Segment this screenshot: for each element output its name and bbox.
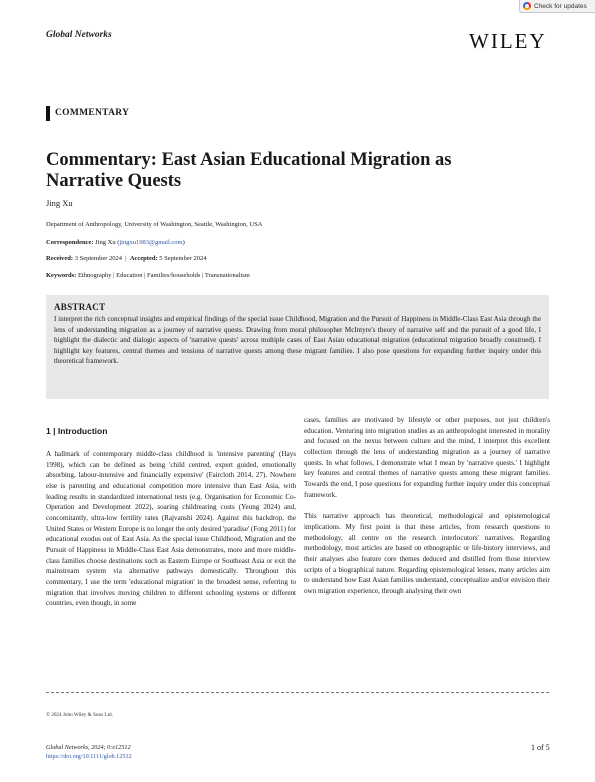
paragraph-intro-2: cases, families are motivated by lifestyle or other purposes, not just children's education. Venturing into migration studies as an anthropologist interested in morality and focused on the nexus between culture and the mind, I interpret this excellent collection through the lens of understanding migration as a journey of narrative quests. In what follows, I demonstrate what I mean by 'narrative quests.' I highlight key features and central themes of narrative quests among these migrant families. Towards the end, I pose questions for expanding further inquiry under this conceptual framework. bbox=[304, 416, 550, 499]
journal-name: Global Networks bbox=[46, 30, 112, 40]
correspondence-close: ) bbox=[182, 239, 185, 246]
publisher-logo: WILEY bbox=[469, 29, 547, 53]
body-column-left bbox=[46, 449, 296, 609]
crossmark-icon bbox=[523, 2, 531, 10]
correspondence-label: Correspondence: bbox=[46, 239, 94, 246]
doi-link[interactable]: https://doi.org/10.1111/glob.12512 bbox=[46, 753, 132, 760]
received-label: Received: bbox=[46, 255, 74, 262]
body-column-right bbox=[304, 415, 550, 597]
paragraph-intro-3: This narrative approach has theoretical, methodological and epistemological implications. My first point is that these articles, from research questions to methodology, all centre on the research interlocutors' narratives. Regarding methodology, most articles are based on ethnographic or life-history interviews, and their analyses also feature core themes deduced and distilled from those interview scripts of a biographical nature. Regarding epistemological lenses, many articles aim to understand how East Asian families understand, conceptualize and/or envision their own migration experience, through analysing their own bbox=[304, 512, 550, 595]
abstract-heading: ABSTRACT bbox=[54, 302, 106, 312]
keywords-line bbox=[46, 272, 250, 279]
footer-divider bbox=[46, 692, 549, 693]
author-affiliation: Department of Anthropology, University of Washington, Seattle, Washington, USA bbox=[46, 221, 263, 228]
article-title: Commentary: East Asian Educational Migration as Narrative Quests bbox=[46, 150, 452, 191]
article-section-type: COMMENTARY bbox=[55, 108, 130, 118]
check-for-updates-label: Check for updates bbox=[534, 2, 587, 10]
dates-separator: | bbox=[123, 255, 129, 262]
copyright-notice: © 2024 John Wiley & Sons Ltd. bbox=[46, 712, 113, 718]
received-date: 3 September 2024 bbox=[74, 255, 122, 262]
abstract-text: I interpret the rich conceptual insights and empirical findings of the special issue Childhood, Migration and the Pursuit of Happiness in Middle-Class East Asia through the lens of understanding migration as a journey of narrative quests. Drawing from moral philosopher McIntyre's theory of narrative self and the pursuit of a good life, I highlight the dialectic and dialogic aspects of 'narrative quests' across multiple cases of East Asian educational migration (educational migration broadly construed). I highlight key features, central themes and tensions of narrative quests among these migrant families. I also pose questions for expanding further inquiry under this theoretical framework. bbox=[54, 315, 541, 366]
paragraph-intro-1: A hallmark of contemporary middle-class childhood is 'intensive parenting' (Hays 1998), which can be defined as being 'child centred, expert guided, emotionally absorbing, labour-intensive and financially expensive' (Faircloth 2014, 27). Nowhere else is parenting and educational competition more intensive than East Asia, with leading results in standardized international tests (e.g. Organisation for Economic Co-Operation and Development 2022), soaring childrearing costs (Yeung 2024) and, concomitantly, ultra-low fertility rates (Rajvanshi 2024). Against this backdrop, the United States or Western Europe is no longer the only desired 'paradise' (Fong 2011) for educational exodus out of East Asia. As the special issue Childhood, Migration and the Pursuit of Happiness in Middle-Class East Asia demonstrates, more and more middle-class families choose destinations such as Eastern Europe or Southeast Asia or exit the mainstream system via alternative pathways domestically. Throughout this commentary, I use the term 'educational migration' in the broadest sense, referring to migration that involves moving children to different schooling systems or different countries, even though, in some bbox=[46, 450, 296, 608]
correspondence-name: Jing Xu ( bbox=[95, 239, 120, 246]
keywords-label: Keywords: bbox=[46, 272, 77, 279]
correspondence-email-link[interactable]: jingxu1983@gmail.com bbox=[119, 239, 183, 246]
correspondence-line bbox=[46, 239, 185, 246]
page-number: 1 of 5 bbox=[531, 743, 550, 752]
accepted-date: 5 September 2024 bbox=[159, 255, 207, 262]
abstract-box bbox=[46, 295, 549, 399]
section-heading-introduction: 1 | Introduction bbox=[46, 426, 108, 436]
author-name: Jing Xu bbox=[46, 198, 73, 208]
dates-line bbox=[46, 255, 207, 262]
check-for-updates-button[interactable] bbox=[519, 0, 595, 13]
keywords-list: Ethnography | Education | Families/households | Transnationalism bbox=[77, 272, 250, 279]
accepted-label: Accepted: bbox=[129, 255, 158, 262]
section-marker-bar bbox=[46, 106, 50, 121]
footer-journal-citation: Global Networks, 2024; 0:e12512 bbox=[46, 744, 131, 751]
